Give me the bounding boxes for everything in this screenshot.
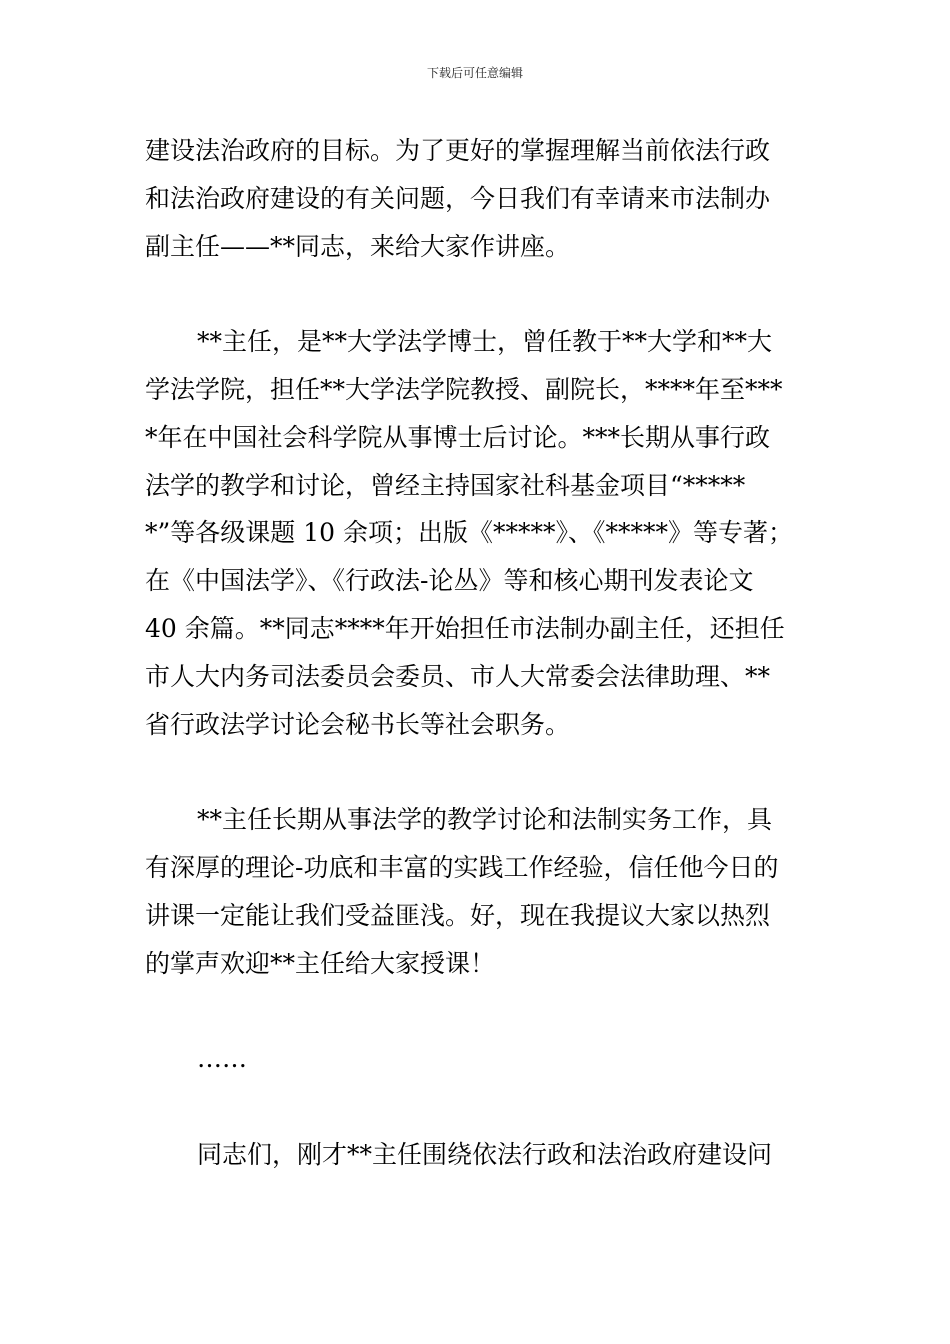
text-line: *年在中国社会科学院从事博士后讨论。***长期从事行政 <box>145 422 771 452</box>
text-line: 省行政法学讨论会秘书长等社会职务。 <box>145 709 571 739</box>
paragraph-ellipsis <box>145 1035 807 1083</box>
paragraph-gap <box>145 270 807 318</box>
header-text: 下载后可任意编辑 <box>426 66 523 80</box>
text-line: 40 余篇。**同志****年开始担任市法制办副主任，还担任 <box>145 613 785 643</box>
paragraph-gap <box>145 748 807 796</box>
paragraph-gap <box>145 987 807 1035</box>
text-line: **主任长期从事法学的教学讨论和法制实务工作，具 <box>197 805 773 835</box>
text-line: *”等各级课题 10 余项；出版《*****》、《*****》等专著； <box>145 518 793 548</box>
text-line: 的掌声欢迎**主任给大家授课！ <box>145 948 496 978</box>
text-line: 市人大内务司法委员会委员、市人大常委会法律助理、** <box>145 661 771 691</box>
text-line: 和法治政府建设的有关问题，今日我们有幸请来市法制办 <box>145 183 771 213</box>
paragraph-3 <box>145 796 807 987</box>
document-body <box>145 127 807 1179</box>
paragraph-1 <box>145 127 807 270</box>
text-line: 同志们，刚才**主任围绕依法行政和法治政府建设问 <box>197 1139 773 1169</box>
text-line: 有深厚的理论-功底和丰富的实践工作经验，信任他今日的 <box>145 852 779 882</box>
text-line: 副主任——**同志，来给大家作讲座。 <box>145 231 571 261</box>
paragraph-5 <box>145 1131 807 1179</box>
text-line: 建设法治政府的目标。为了更好的掌握理解当前依法行政 <box>145 136 771 165</box>
text-line: 学法学院，担任**大学法学院教授、副院长，****年至*** <box>145 374 783 404</box>
paragraph-gap <box>145 1083 807 1131</box>
text-line: 法学的教学和讨论，曾经主持国家社科基金项目“***** <box>145 470 746 500</box>
text-line: 讲课一定能让我们受益匪浅。好，现在我提议大家以热烈 <box>145 900 771 930</box>
text-line: …… <box>197 1044 247 1074</box>
text-line: 在《中国法学》、《行政法-论丛》等和核心期刊发表论文 <box>145 566 754 596</box>
page-header <box>0 64 950 82</box>
paragraph-2 <box>145 318 807 748</box>
text-line: **主任，是**大学法学博士，曾任教于**大学和**大 <box>197 327 773 357</box>
